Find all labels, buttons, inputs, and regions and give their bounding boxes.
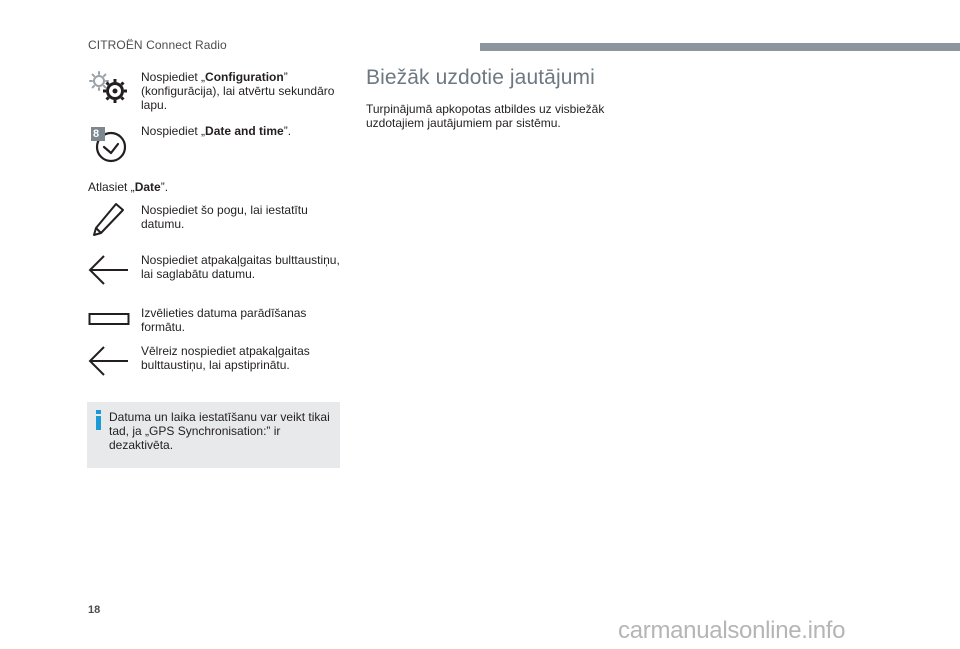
back-arrow-icon — [88, 344, 130, 383]
select-date-text — [88, 180, 288, 194]
step-text: Nospiediet „ — [141, 70, 206, 84]
clock-badge: 8 — [93, 128, 100, 140]
step-text: Nospiediet „ — [141, 124, 206, 138]
step-text: Atlasiet „ — [88, 180, 135, 194]
back-arrow-icon — [88, 253, 130, 292]
step-save-date: Nospiediet atpakaļgaitas bulttaustiņu, lai saglabātu datumu. — [141, 253, 340, 281]
settings-gears-icon — [87, 70, 131, 111]
section-title: Biežāk uzdotie jautājumi — [366, 66, 595, 89]
step-text: ” (konfigurācija), lai atvērtu sekundāro lapu. — [141, 70, 335, 112]
step-confirm: Vēlreiz nospiediet atpakaļgaitas bulttaustiņu, lai apstiprinātu. — [141, 344, 310, 372]
step-text: ”. — [160, 180, 169, 194]
page-number: 18 — [88, 604, 101, 616]
date-format-bar-icon — [88, 312, 130, 331]
step-set-date: Nospiediet šo pogu, lai iestatītu datumu. — [141, 203, 308, 231]
step-keyword: Date — [134, 180, 161, 194]
pencil-icon — [92, 202, 126, 243]
header-title: CITROËN Connect Radio — [88, 38, 227, 52]
header-bar — [480, 43, 960, 51]
step-configuration — [141, 70, 341, 112]
step-text: ”. — [283, 124, 292, 138]
step-keyword: Date and time — [205, 124, 284, 138]
step-choose-format: Izvēlieties datuma parādīšanas formātu. — [141, 306, 307, 334]
step-keyword: Configuration — [205, 70, 284, 84]
step-date-and-time — [141, 124, 341, 138]
info-icon — [94, 410, 104, 435]
info-note-text: Datuma un laika iestatīšanu var veikt tikai tad, ja „GPS Synchronisation:” ir dezaktivēta. — [109, 410, 330, 452]
section-intro: Turpinājumā apkopotas atbildes uz visbiežāk uzdotajiem jautājumiem par sistēmu. — [366, 102, 605, 130]
watermark: carmanualsonline.info — [618, 617, 846, 644]
